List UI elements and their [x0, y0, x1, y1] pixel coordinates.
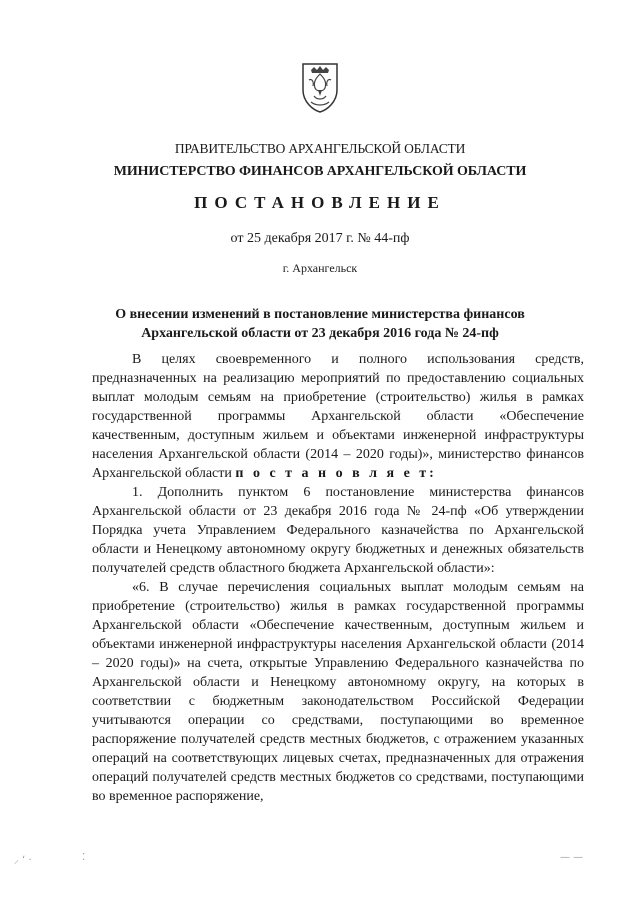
- document-subject: [0, 305, 640, 343]
- preamble-text: В целях своевременного и полного использования средств, предназначенных на реализацию мероприятий по предоставлению социальных выплат молодым семьям на приобретение (строительство) жилья в рамках государственной программы Архангельской области «Обеспечение качественным, доступным жильем и объектами инженерной инфраструктуры населения Архангельской области (2014 – 2020 годы)», министерство финансов Архангельской области: [92, 352, 584, 481]
- document-body: [92, 350, 584, 806]
- paragraph-preamble: [92, 350, 584, 483]
- government-name: ПРАВИТЕЛЬСТВО АРХАНГЕЛЬСКОЙ ОБЛАСТИ: [174, 141, 466, 156]
- ministry-name: МИНИСТЕРСТВО ФИНАНСОВ АРХАНГЕЛЬСКОЙ ОБЛАСТИ: [113, 164, 527, 179]
- paragraph-item-6: «6. В случае перечисления социальных выплат молодым семьям на приобретение (строительство) жилья в рамках государственной программы Архангельской области «Обеспечение качественным, доступным жильем и объектами инженерной инфраструктуры населения Архангельской области (2014 – 2020 годы)» на счета, открытые Управлению Федерального казначейства по Архангельской области и Ненецкому автономному округу, на которых в соответствии с бюджетным законодательством Российской Федерации учитываются операции со средствами, поступающими во временное распоряжение получателей средств местных бюджетов, с отражением указанных операций на соответствующих лицевых счетах, предназначенных для отражения операций получателей средств местных бюджетов со средствами, поступающими во временное распоряжение,: [92, 580, 584, 804]
- resolves-word: п о с т а н о в л я е т:: [235, 466, 437, 481]
- margin-mark: ⸝ ʻ ·: [14, 855, 32, 866]
- margin-mark: ⁚: [82, 852, 86, 863]
- document-type: ПОСТАНОВЛЕНИЕ: [194, 193, 446, 212]
- margin-mark: — —: [560, 852, 584, 863]
- coat-of-arms-icon: [299, 60, 341, 114]
- subject-line-1: О внесении изменений в постановление министерства финансов: [115, 307, 525, 322]
- subject-line-2: Архангельской области от 23 декабря 2016 года № 24-пф: [141, 326, 499, 341]
- paragraph-item-1: 1. Дополнить пунктом 6 постановление министерства финансов Архангельской области от 23 декабря 2016 года № 24-пф «Об утверждении Порядка учета Управлением Федерального казначейства по Архангельской области и Ненецкому автономному округу бюджетных и денежных обязательств получателей средств областного бюджета Архангельской области»:: [92, 485, 584, 576]
- document-city: г. Архангельск: [282, 261, 358, 275]
- document-date-number: от 25 декабря 2017 г. № 44-пф: [230, 231, 410, 246]
